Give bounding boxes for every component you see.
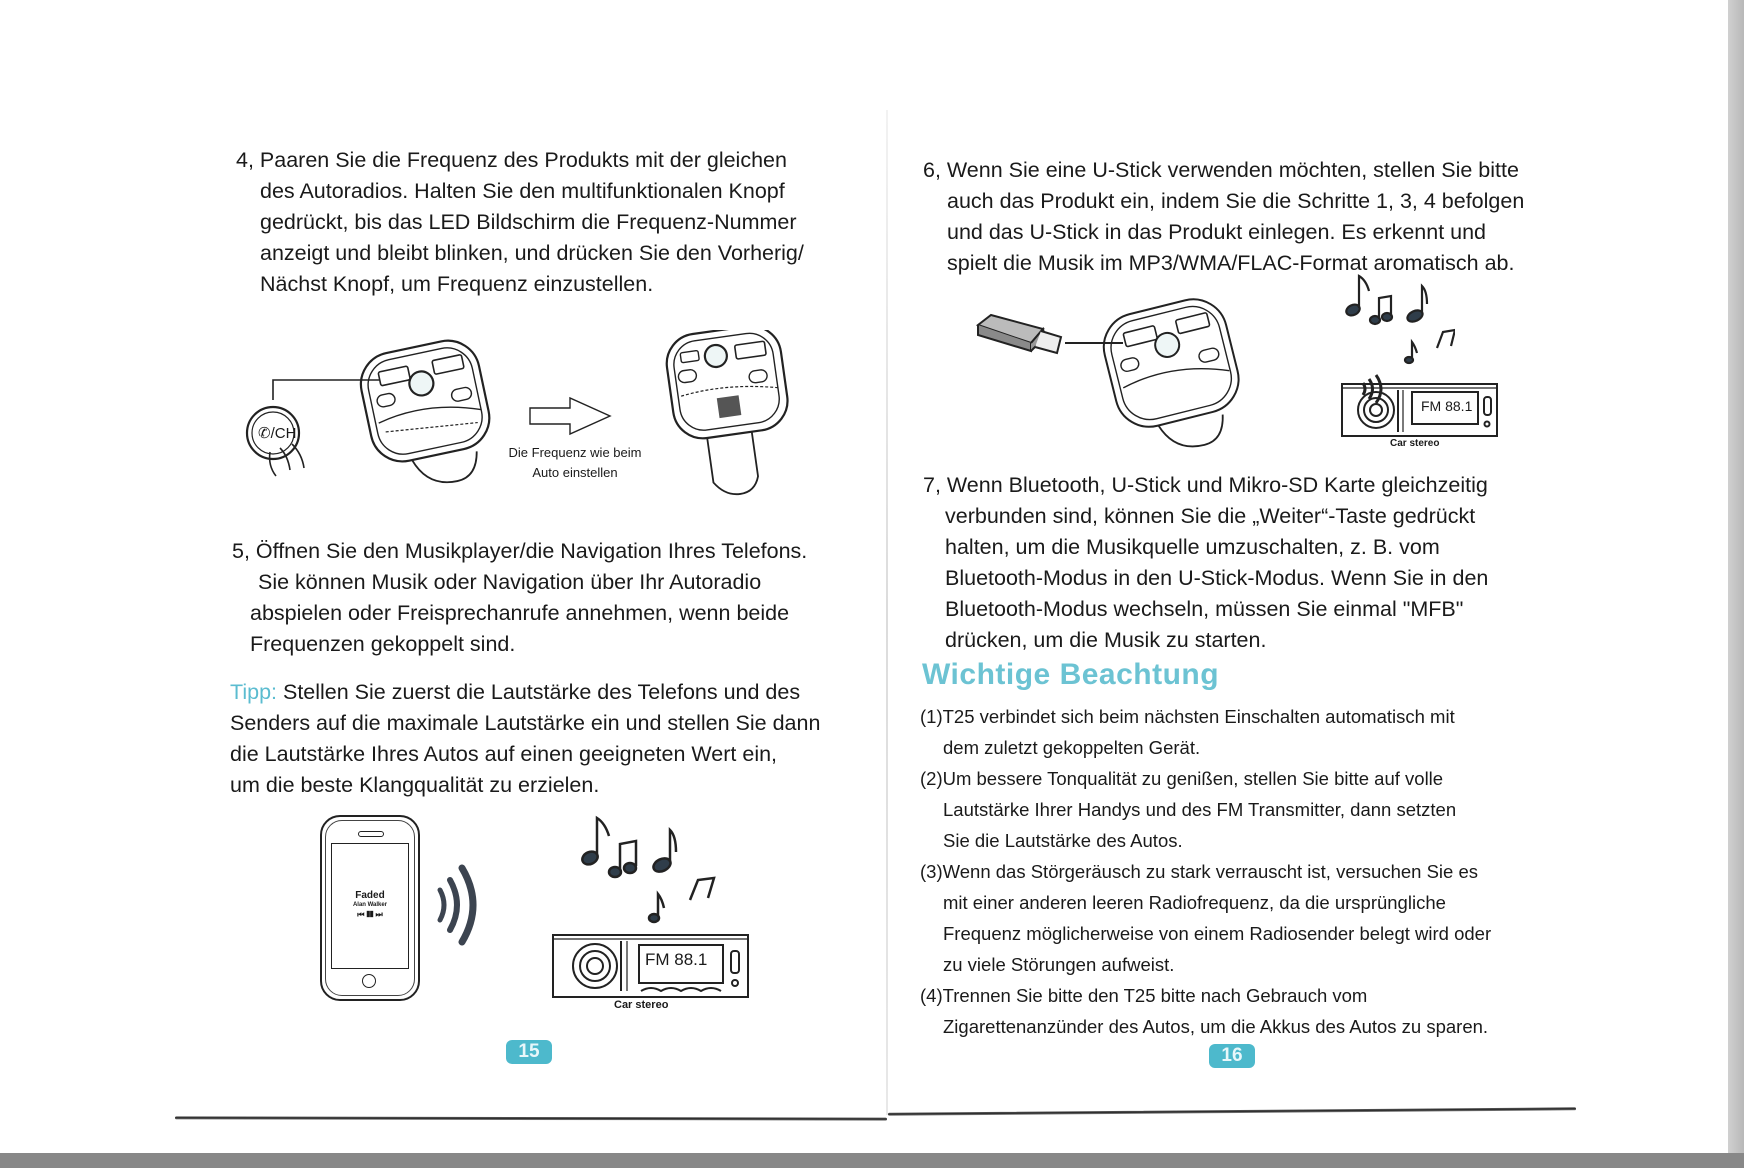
page-number-badge: 15 bbox=[506, 1040, 552, 1064]
tip-paragraph bbox=[230, 677, 820, 801]
artist-name: Alan Walker bbox=[352, 902, 388, 908]
step-6-line: und das U-Stick in das Produkt einlegen. Es erkennt und bbox=[947, 220, 1487, 244]
notice-item-3: (3)Wenn das Störgeräusch zu stark verrauscht ist, versuchen Sie es bbox=[920, 861, 1478, 882]
step-7-line: 7, Wenn Bluetooth, U-Stick und Mikro-SD Karte gleichzeitig bbox=[923, 473, 1488, 497]
right-page bbox=[888, 0, 1728, 1150]
tip-line: um die beste Klangqualität zu erzielen. bbox=[230, 773, 600, 797]
step-4-line: des Autoradios. Halten Sie den multifunktionalen Knopf bbox=[260, 179, 785, 203]
notice-item-1-line: dem zuletzt gekoppelten Gerät. bbox=[943, 737, 1201, 758]
section-title: Wichtige Beachtung bbox=[922, 658, 1220, 691]
step-5-line: Frequenzen gekoppelt sind. bbox=[250, 632, 516, 656]
tip-label: Tipp: bbox=[230, 680, 277, 704]
step-5-line: 5, Öffnen Sie den Musikplayer/die Navigation Ihres Telefons. bbox=[232, 539, 808, 563]
tip-line: Senders auf die maximale Lautstärke ein und stellen Sie dann bbox=[230, 711, 821, 735]
step-7 bbox=[923, 470, 1488, 656]
scan-border-bottom bbox=[0, 1153, 1744, 1168]
ch-button-label bbox=[258, 424, 296, 442]
step-7-line: drücken, um die Musik zu starten. bbox=[945, 628, 1267, 652]
music-notes-icon bbox=[580, 810, 720, 930]
step-7-line: Bluetooth-Modus in den U-Stick-Modus. Wenn Sie in den bbox=[945, 566, 1489, 590]
phone-icon: ✆ bbox=[258, 425, 271, 442]
wireless-signal-icon bbox=[430, 860, 490, 950]
smartphone-icon bbox=[320, 815, 420, 1001]
step-6-line: auch das Produkt ein, indem Sie die Schritte 1, 3, 4 befolgen bbox=[947, 189, 1525, 213]
home-button-icon bbox=[362, 974, 376, 988]
step-5-line: Sie können Musik oder Navigation über Ihr Autoradio bbox=[258, 570, 762, 594]
tip-line: die Lautstärke Ihres Autos auf einen geeigneten Wert ein, bbox=[230, 742, 778, 766]
car-stereo-caption: Car stereo bbox=[614, 999, 669, 1011]
notice-item-4: (4)Trennen Sie bitte den T25 bitte nach Gebrauch vom bbox=[920, 985, 1368, 1006]
step-4-line: anzeigt und bleibt blinken, und drücken Sie den Vorherig/ bbox=[260, 241, 804, 265]
notice-item-2-line: Lautstärke Ihrer Handys und des FM Transmitter, dann setzten bbox=[943, 799, 1457, 820]
arrow-right-icon bbox=[530, 398, 610, 434]
music-notes-icon bbox=[1345, 270, 1455, 370]
step-4-line: 4, Paaren Sie die Frequenz des Produkts mit der gleichen bbox=[236, 148, 787, 172]
notice-item-3-line: mit einer anderen leeren Radiofrequenz, da die ursprüngliche bbox=[943, 892, 1446, 913]
step-6-line: 6, Wenn Sie eine U-Stick verwenden möchten, stellen Sie bitte bbox=[923, 158, 1519, 182]
car-stereo-icon bbox=[1340, 382, 1500, 440]
fm-transmitter-icon bbox=[355, 335, 501, 497]
fm-transmitter-display-icon bbox=[663, 330, 800, 500]
notice-list bbox=[920, 701, 1491, 1042]
fm-transmitter-icon bbox=[1097, 295, 1253, 463]
step-4 bbox=[236, 145, 804, 300]
radio-display: FM 88.1 bbox=[1421, 398, 1473, 414]
notice-item-4-line: Zigarettenanzünder des Autos, um die Akkus des Autos zu sparen. bbox=[943, 1016, 1489, 1037]
radio-display: FM 88.1 bbox=[645, 950, 708, 969]
playback-controls: ⏮ ❚❚ ⏭ bbox=[357, 910, 383, 919]
notice-item-3-line: zu viele Störungen aufweist. bbox=[943, 954, 1175, 975]
car-stereo-caption: Car stereo bbox=[1390, 438, 1440, 449]
phone-screen bbox=[331, 843, 409, 969]
step-6-line: spielt die Musik im MP3/WMA/FLAC-Format aromatisch ab. bbox=[947, 251, 1515, 275]
step-6 bbox=[923, 155, 1524, 279]
ch-label-text: /CH bbox=[270, 425, 297, 442]
song-title: Faded bbox=[355, 890, 385, 901]
step-7-line: halten, um die Musikquelle umzuschalten, z. B. vom bbox=[945, 535, 1440, 559]
frequency-caption bbox=[485, 443, 665, 483]
usb-stick-icon bbox=[978, 315, 1061, 353]
scan-border-right bbox=[1728, 0, 1744, 1168]
step-5 bbox=[232, 536, 807, 660]
notice-item-3-line: Frequenz möglicherweise von einem Radiosender belegt wird oder bbox=[943, 923, 1492, 944]
frequency-caption-line: Die Frequenz wie beim bbox=[508, 445, 642, 460]
notice-item-2: (2)Um bessere Tonqualität zu genißen, stellen Sie bitte auf volle bbox=[920, 768, 1444, 789]
step-7-line: verbunden sind, können Sie die „Weiter“-Taste gedrückt bbox=[945, 504, 1476, 528]
frequency-caption-line: Auto einstellen bbox=[532, 465, 618, 480]
step-7-line: Bluetooth-Modus wechseln, müssen Sie einmal "MFB" bbox=[945, 597, 1464, 621]
notice-item-1: (1)T25 verbindet sich beim nächsten Einschalten automatisch mit bbox=[920, 706, 1455, 727]
notice-item-2-line: Sie die Lautstärke des Autos. bbox=[943, 830, 1183, 851]
step-5-line: abspielen oder Freisprechanrufe annehmen, wenn beide bbox=[250, 601, 790, 625]
page-number-badge: 16 bbox=[1209, 1044, 1255, 1068]
tip-text: Stellen Sie zuerst die Lautstärke des Telefons und des bbox=[277, 680, 801, 704]
step-4-line: Nächst Knopf, um Frequenz einzustellen. bbox=[260, 272, 654, 296]
step-4-line: gedrückt, bis das LED Bildschirm die Frequenz-Nummer bbox=[260, 210, 797, 234]
